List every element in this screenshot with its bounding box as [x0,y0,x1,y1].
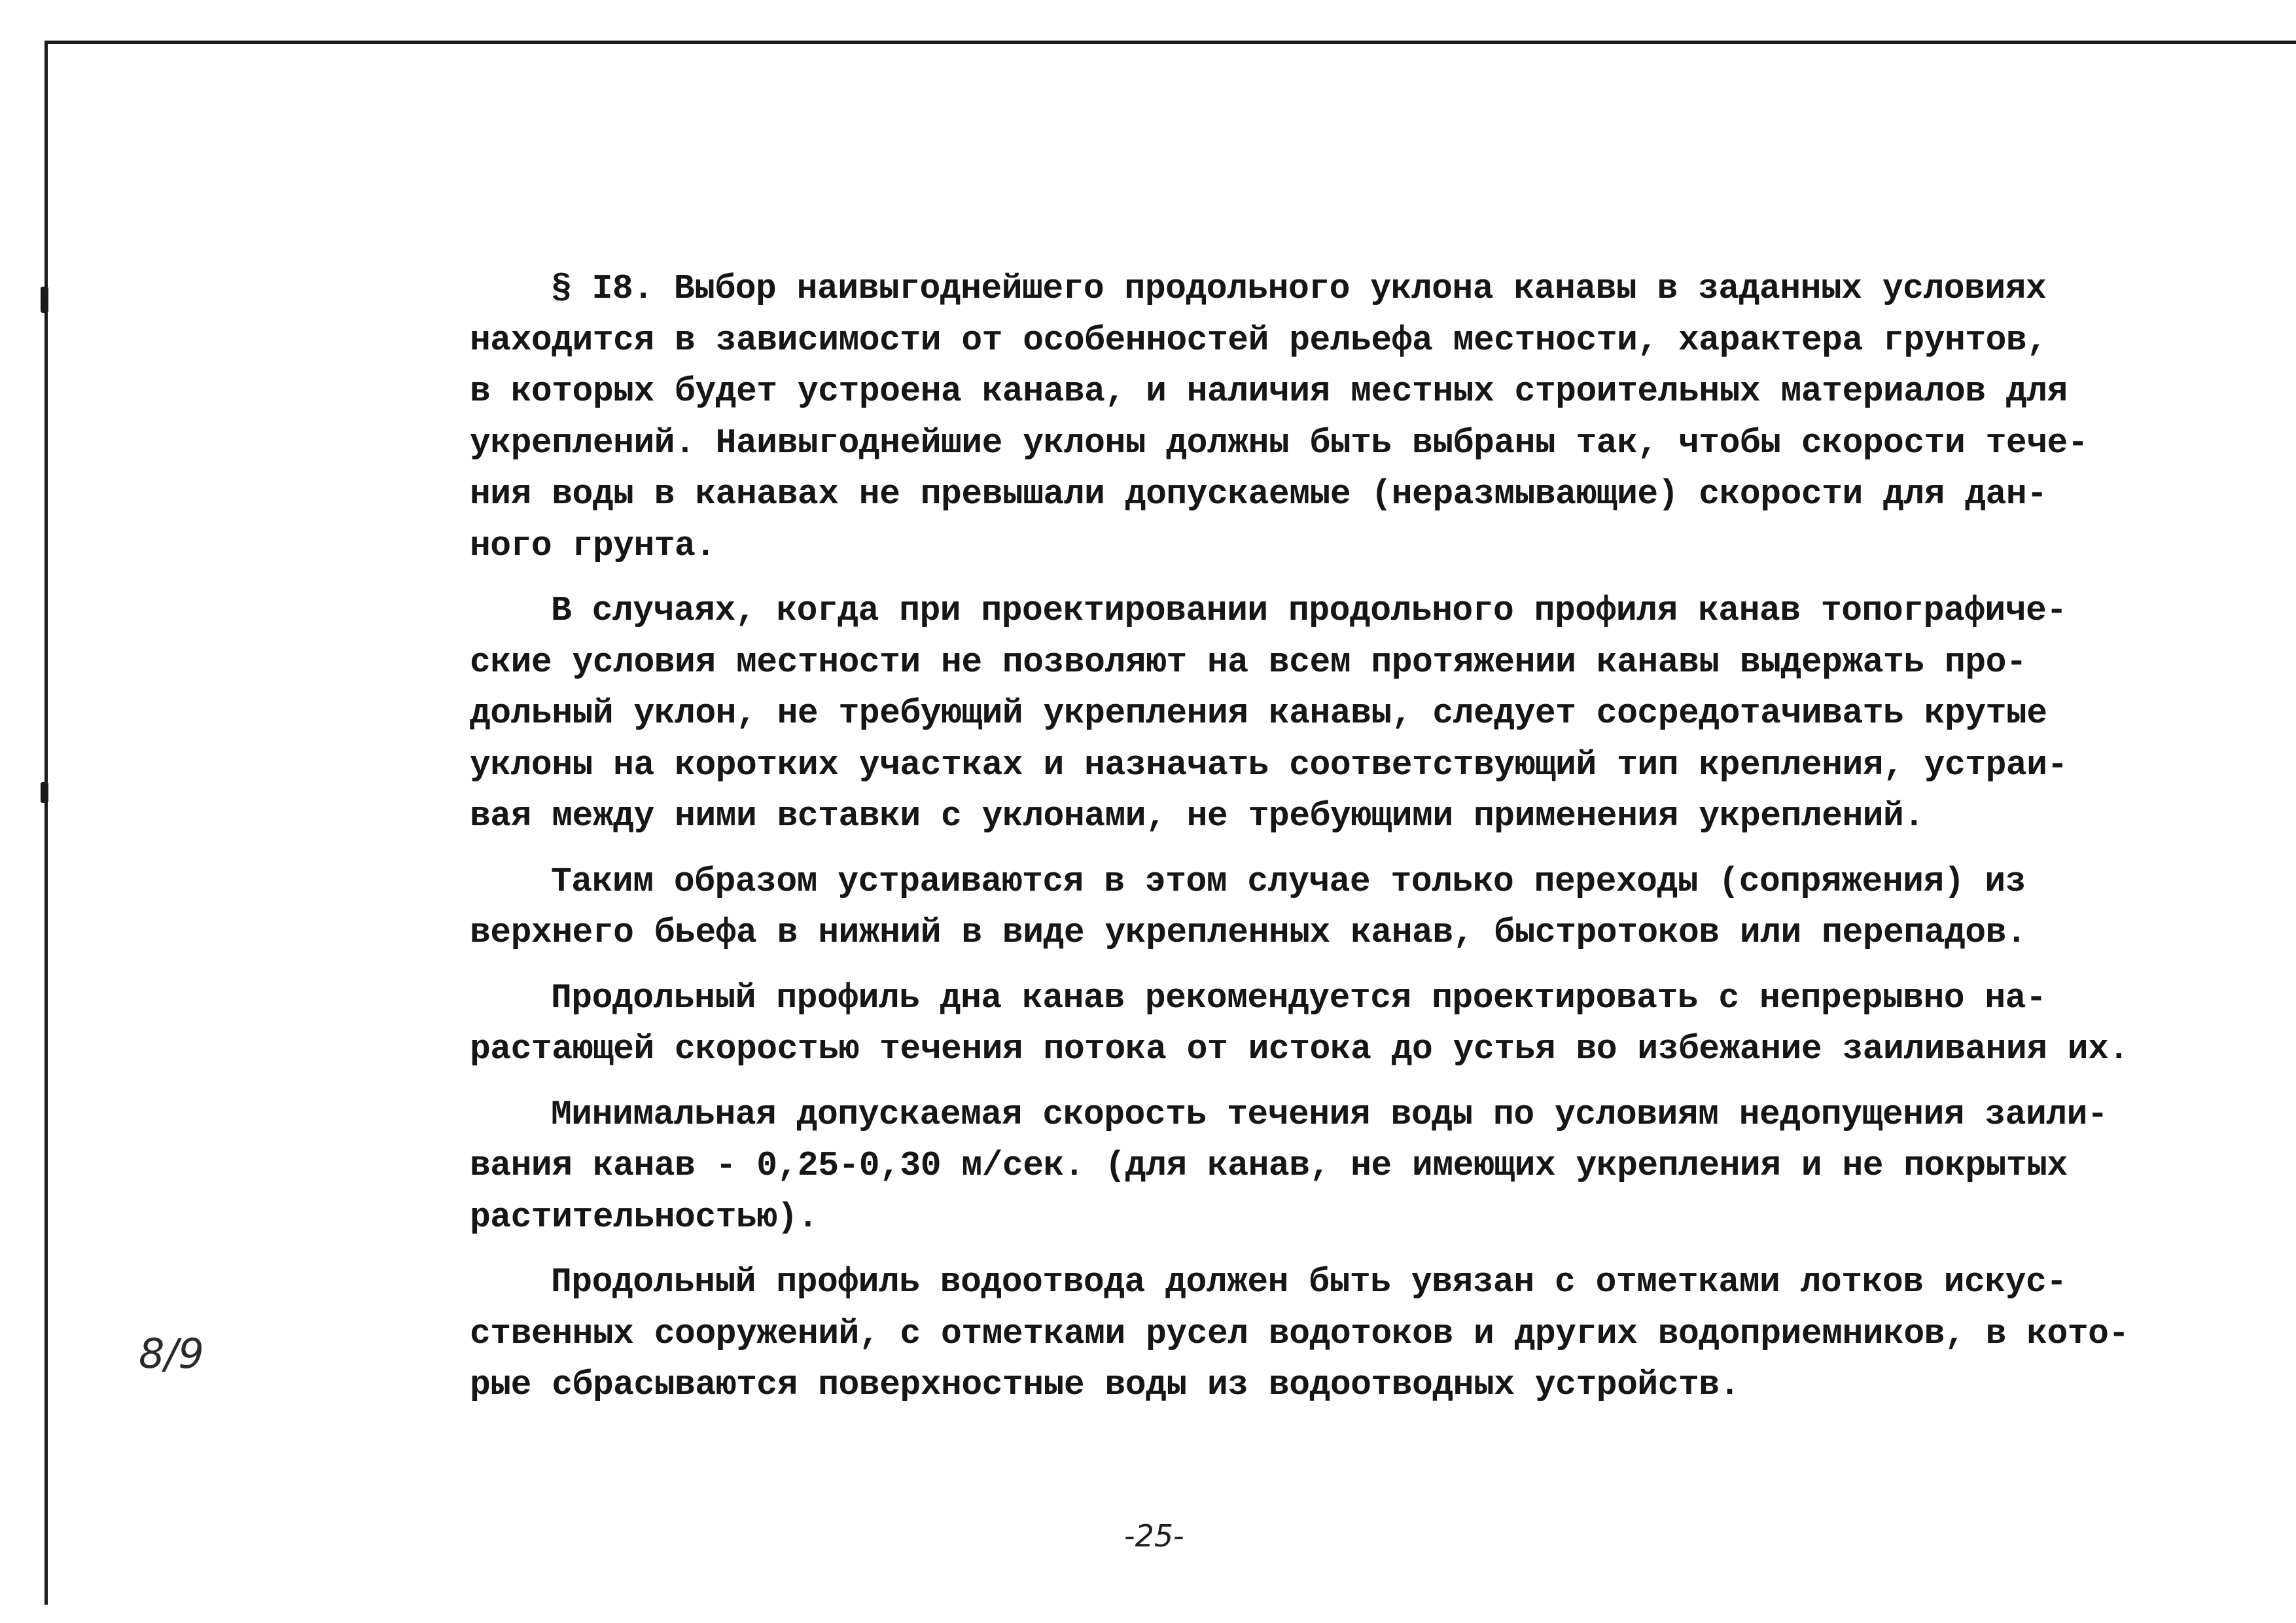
text-line: находится в зависимости от особенностей рельефа местности, характера грунтов, [470,320,2047,360]
paragraph-bed-profile [470,972,2132,1075]
text-line: растительностью). [470,1197,819,1237]
text-line: ственных сооружений, с отметками русел водотоков и других водоприемников, в кото- [470,1313,2129,1353]
text-line: Таким образом устраиваются в этом случае только переходы (сопряжения) из [551,861,2026,901]
binding-mark [41,287,48,313]
text-line: в которых будет устроена канава, и наличия местных строительных материалов для [470,372,2068,411]
body-text [470,263,2132,1411]
text-line: растающей скоростью течения потока от истока до устья во избежание заиливания их. [470,1029,2129,1069]
paragraph-transitions [470,856,2132,959]
text-line: дольный уклон, не требующий укрепления канавы, следует сосредотачивать крутые [470,694,2047,733]
paragraph-drainage-profile [470,1257,2132,1411]
text-line: вания канав - 0,25-0,30 м/сек. (для канав, не имеющих укрепления и не покрытых [470,1146,2068,1185]
text-line: Минимальная допускаемая скорость течения воды по условиям недопущения заили- [551,1094,2108,1134]
text-line: В случаях, когда при проектировании продольного профиля канав топографиче- [551,591,2067,630]
page-number: -25- [1124,1518,1184,1554]
text-line: рые сбрасываются поверхностные воды из водоотводных устройств. [470,1365,1740,1404]
handwritten-margin-note: 8/9 [139,1330,204,1378]
text-line: Продольный профиль дна канав рекомендуется проектировать с непрерывно на- [551,978,2047,1018]
text-line: ские условия местности не позволяют на всем протяжении канавы выдержать про- [470,642,2027,682]
paragraph-steep-slopes [470,585,2132,842]
paragraph-section-18 [470,263,2132,571]
text-line: ния воды в канавах не превышали допускаемые (неразмывающие) скорости для дан- [470,474,2047,514]
binding-mark [41,782,48,803]
page-frame-left-border [44,41,48,1605]
paragraph-minimum-velocity [470,1089,2132,1243]
text-line: § I8. Выбор наивыгоднейшего продольного уклона канавы в заданных условиях [551,269,2047,308]
text-line: вая между ними вставки с уклонами, не требующими применения укреплений. [470,796,1924,836]
page-frame-top-border [47,41,2296,44]
text-line: ного грунта. [470,526,716,565]
text-line: укреплений. Наивыгоднейшие уклоны должны быть выбраны так, чтобы скорости тече- [470,423,2089,463]
text-line: верхнего бьефа в нижний в виде укрепленных канав, быстротоков или перепадов. [470,913,2027,952]
text-line: уклоны на коротких участках и назначать соответствующий тип крепления, устраи- [470,745,2068,785]
text-line: Продольный профиль водоотвода должен быть увязан с отметками лотков искус- [551,1262,2067,1302]
